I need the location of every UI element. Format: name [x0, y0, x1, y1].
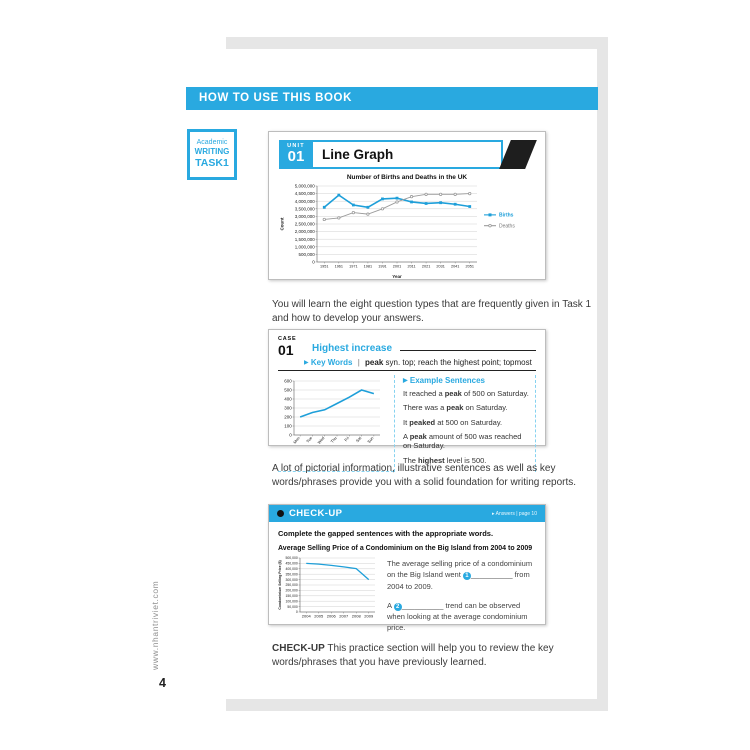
unit-header: [279, 140, 535, 169]
svg-text:2021: 2021: [421, 264, 431, 269]
svg-text:2001: 2001: [392, 264, 402, 269]
svg-text:2008: 2008: [351, 613, 361, 619]
example-sentence: A peak amount of 500 was reached on Saturday.: [403, 432, 522, 450]
svg-text:5,000,000: 5,000,000: [294, 183, 315, 189]
svg-text:2,500,000: 2,500,000: [294, 221, 315, 227]
unit-label: UNIT: [287, 143, 305, 149]
checkup-bullet-icon: [277, 510, 284, 517]
checkup-instruction: Complete the gapped sentences with the appropriate words.: [278, 529, 494, 538]
svg-text:2004: 2004: [301, 613, 311, 619]
svg-text:400: 400: [284, 396, 292, 402]
scan-edge-right: [597, 37, 608, 711]
svg-text:1,000,000: 1,000,000: [294, 244, 315, 250]
svg-text:300: 300: [284, 405, 292, 411]
uk-births-deaths-chart: [279, 182, 535, 279]
condo-price-chart: [278, 555, 378, 623]
svg-text:100: 100: [284, 423, 292, 429]
svg-text:Sat: Sat: [354, 434, 363, 443]
case-number: 01: [278, 341, 294, 358]
svg-text:200: 200: [284, 414, 292, 420]
svg-text:Year: Year: [392, 274, 402, 279]
svg-text:2041: 2041: [450, 264, 460, 269]
checkup-header-bar: [269, 505, 545, 522]
svg-text:Wed: Wed: [316, 434, 326, 445]
svg-text:0: 0: [312, 259, 315, 265]
key-words-row: [278, 357, 536, 371]
svg-text:3,000,000: 3,000,000: [294, 213, 315, 219]
case-header: [278, 337, 536, 357]
case-number-box: [278, 337, 304, 357]
svg-text:500,000: 500,000: [298, 251, 315, 257]
page-number: 4: [159, 676, 166, 690]
key-words-definition: syn. top; reach the highest point; topmost: [385, 357, 532, 367]
checkup-title: CHECK-UP: [289, 508, 343, 519]
svg-text:200,000: 200,000: [285, 588, 298, 593]
key-words-label: Key Words: [310, 357, 353, 367]
svg-text:2031: 2031: [436, 264, 445, 269]
svg-text:Tue: Tue: [305, 434, 314, 444]
explanation-paragraph-2: A lot of pictorial information, illustrative sentences as well as key words/phrases provide you with a solid foundation for writing reports.: [272, 463, 577, 488]
svg-text:50,000: 50,000: [287, 604, 298, 609]
svg-text:2009: 2009: [364, 613, 374, 619]
case-body: [278, 375, 536, 473]
example-sentence: It reached a peak of 500 on Saturday.: [403, 388, 529, 398]
svg-text:150,000: 150,000: [285, 593, 298, 598]
svg-text:500: 500: [284, 387, 292, 393]
svg-text:2051: 2051: [465, 264, 474, 269]
svg-text:Condominium Selling Price ($): Condominium Selling Price ($): [278, 560, 283, 610]
example-arrow-icon: ▶: [403, 377, 408, 384]
svg-text:4,500,000: 4,500,000: [294, 191, 315, 197]
example-sentence: It peaked at 500 on Saturday.: [403, 417, 503, 427]
svg-text:1961: 1961: [334, 264, 344, 269]
example-sentences-panel: [394, 375, 536, 473]
svg-text:250,000: 250,000: [285, 583, 298, 588]
svg-text:400,000: 400,000: [285, 566, 298, 571]
svg-text:Thu: Thu: [329, 434, 338, 444]
svg-text:450,000: 450,000: [285, 561, 298, 566]
svg-text:3,500,000: 3,500,000: [294, 206, 315, 212]
svg-text:500,000: 500,000: [285, 556, 298, 561]
svg-text:350,000: 350,000: [285, 572, 298, 577]
condo-chart-title: Average Selling Price of a Condominium on the Big Island from 2004 to 2009: [278, 545, 533, 552]
svg-text:300,000: 300,000: [285, 577, 298, 582]
checkup-body: [269, 552, 545, 642]
svg-text:2011: 2011: [407, 264, 416, 269]
svg-text:2,000,000: 2,000,000: [294, 229, 315, 235]
svg-text:2007: 2007: [339, 613, 349, 619]
example-sentence: The highest level is 500.: [403, 455, 487, 465]
svg-text:4,000,000: 4,000,000: [294, 198, 315, 204]
svg-text:Sun: Sun: [366, 434, 375, 444]
scan-edge-bottom: [226, 699, 598, 711]
unit-title: Line Graph: [322, 147, 394, 162]
key-words-arrow-icon: ▶: [304, 359, 309, 366]
case-title-rule: [400, 350, 536, 351]
case-label: CASE: [278, 336, 297, 342]
svg-text:Mon: Mon: [292, 434, 301, 445]
svg-text:2006: 2006: [326, 613, 336, 619]
svg-text:1,500,000: 1,500,000: [294, 236, 315, 242]
svg-text:100,000: 100,000: [285, 599, 298, 604]
section-header: [186, 87, 598, 110]
svg-text:1971: 1971: [349, 264, 358, 269]
task-badge-line2: WRITING: [194, 147, 230, 157]
gapped-sentences-panel: [378, 555, 536, 642]
gapped-sentence-2: A 2 __________ trend can be observed when looking at the average condominium price.: [387, 600, 528, 633]
example-sentences-title: ▶ Example Sentences: [403, 375, 486, 385]
task-badge-line3: TASK1: [195, 157, 229, 170]
explanation-paragraph-1: You will learn the eight question types that are frequently given in Task 1 and how to develop your answers.: [272, 299, 592, 324]
case-chart-column: [278, 375, 394, 473]
task-badge: [187, 129, 237, 180]
key-words-separator: |: [357, 357, 360, 367]
svg-text:Deaths: Deaths: [499, 223, 515, 230]
case-title: Highest increase: [312, 342, 393, 354]
example-sentence: There was a peak on Saturday.: [403, 403, 508, 412]
gapped-sentence-1: The average selling price of a condominium on the Big Island went 1 __________ from 2004 to 2009.: [387, 559, 533, 591]
unit-title-bar: [313, 140, 503, 169]
svg-text:600: 600: [284, 378, 292, 384]
svg-text:Births: Births: [499, 212, 514, 219]
svg-text:Count: Count: [279, 217, 285, 231]
section-header-title: HOW TO USE THIS BOOK: [199, 92, 352, 104]
svg-text:2005: 2005: [314, 613, 324, 619]
svg-text:1951: 1951: [320, 264, 329, 269]
unit-number: 01: [287, 148, 305, 165]
unit-card: [268, 131, 546, 280]
explanation-paragraph-3: CHECK-UP This practice section will help you to review the key words/phrases that you have previously learned.: [272, 643, 554, 668]
svg-text:1991: 1991: [378, 264, 387, 269]
case-example-chart: [278, 377, 386, 451]
scan-edge-top: [226, 37, 598, 49]
publisher-website-vertical-text: www.nhantriviet.com: [150, 580, 160, 670]
checkup-card: [268, 504, 546, 633]
svg-text:Fri: Fri: [343, 434, 351, 442]
svg-text:1981: 1981: [363, 264, 373, 269]
uk-chart-title: Number of Births and Deaths in the UK: [346, 174, 468, 181]
checkup-answers-note: ▸ Answers | page 10: [492, 510, 537, 517]
unit-corner-shape: [499, 140, 537, 169]
key-words-term: peak: [365, 357, 384, 367]
svg-text:0: 0: [295, 610, 298, 615]
svg-text:0: 0: [289, 432, 292, 438]
unit-number-box: [279, 140, 313, 169]
task-badge-line1: Academic: [196, 138, 228, 146]
case-card: [268, 329, 546, 465]
